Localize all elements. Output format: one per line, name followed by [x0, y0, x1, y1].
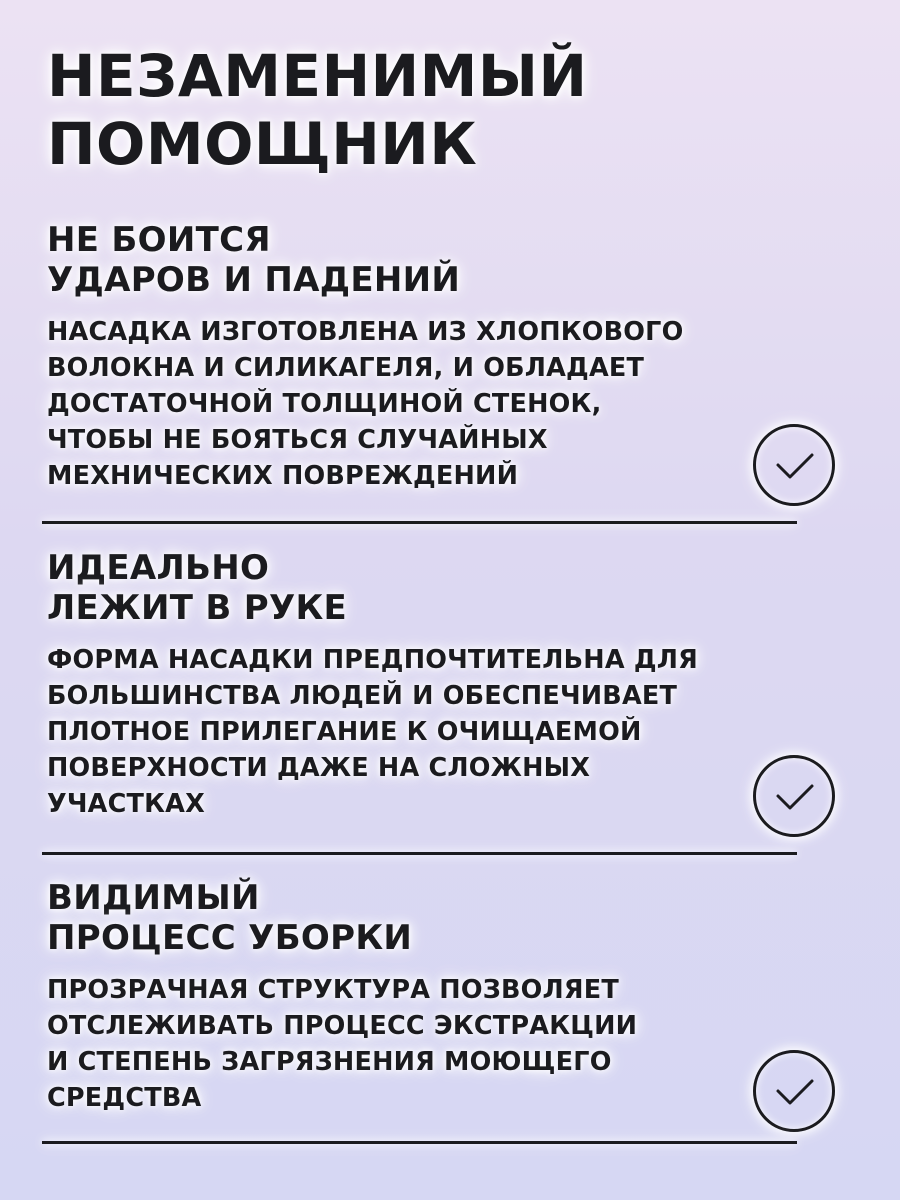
feature-description-line: ПЛОТНОЕ ПРИЛЕГАНИЕ К ОЧИЩАЕМОЙ: [47, 717, 642, 747]
feature-heading-line: ПРОЦЕСС УБОРКИ: [47, 918, 413, 958]
feature-heading: [47, 220, 807, 300]
section-divider: [42, 1141, 797, 1144]
feature-heading-line: НЕ БОИТСЯ: [47, 220, 271, 260]
feature-description-line: СРЕДСТВА: [47, 1083, 202, 1113]
feature-description-line: ДОСТАТОЧНОЙ ТОЛЩИНОЙ СТЕНОК,: [47, 389, 602, 419]
feature-heading: [47, 548, 807, 628]
feature-description-line: ПОВЕРХНОСТИ ДАЖЕ НА СЛОЖНЫХ: [47, 753, 591, 783]
feature-section-ergonomic: [47, 548, 807, 822]
feature-heading-line: ЛЕЖИТ В РУКЕ: [47, 588, 348, 628]
section-divider: [42, 852, 797, 855]
feature-section-transparent: [47, 878, 807, 1116]
feature-section-shockproof: [47, 220, 807, 494]
check-circle-icon: [753, 1050, 835, 1132]
feature-description-line: ЧТОБЫ НЕ БОЯТЬСЯ СЛУЧАЙНЫХ: [47, 425, 548, 455]
page-title-line-1: НЕЗАМЕНИМЫЙ: [47, 42, 588, 110]
feature-heading: [47, 878, 807, 958]
section-divider: [42, 521, 797, 524]
feature-description-line: ВОЛОКНА И СИЛИКАГЕЛЯ, И ОБЛАДАЕТ: [47, 353, 645, 383]
feature-description-line: НАСАДКА ИЗГОТОВЛЕНА ИЗ ХЛОПКОВОГО: [47, 317, 684, 347]
feature-description: [47, 314, 807, 494]
feature-description-line: МЕХНИЧЕСКИХ ПОВРЕЖДЕНИЙ: [47, 461, 519, 491]
feature-description-line: И СТЕПЕНЬ ЗАГРЯЗНЕНИЯ МОЮЩЕГО: [47, 1047, 612, 1077]
checkmark-icon: [774, 780, 816, 814]
feature-heading-line: ВИДИМЫЙ: [47, 878, 260, 918]
feature-description: [47, 642, 807, 822]
checkmark-icon: [774, 1075, 816, 1109]
checkmark-icon: [774, 449, 816, 483]
feature-description-line: ОТСЛЕЖИВАТЬ ПРОЦЕСС ЭКСТРАКЦИИ: [47, 1011, 638, 1041]
feature-description-line: БОЛЬШИНСТВА ЛЮДЕЙ И ОБЕСПЕЧИВАЕТ: [47, 681, 678, 711]
check-circle-icon: [753, 755, 835, 837]
feature-heading-line: УДАРОВ И ПАДЕНИЙ: [47, 260, 461, 300]
feature-description: [47, 972, 807, 1116]
feature-description-line: УЧАСТКАХ: [47, 789, 205, 819]
feature-heading-line: ИДЕАЛЬНО: [47, 548, 270, 588]
feature-description-line: ФОРМА НАСАДКИ ПРЕДПОЧТИТЕЛЬНА ДЛЯ: [47, 645, 698, 675]
check-circle-icon: [753, 424, 835, 506]
page-title-line-2: ПОМОЩНИК: [47, 110, 478, 178]
page-title: [47, 42, 588, 178]
feature-description-line: ПРОЗРАЧНАЯ СТРУКТУРА ПОЗВОЛЯЕТ: [47, 975, 619, 1005]
